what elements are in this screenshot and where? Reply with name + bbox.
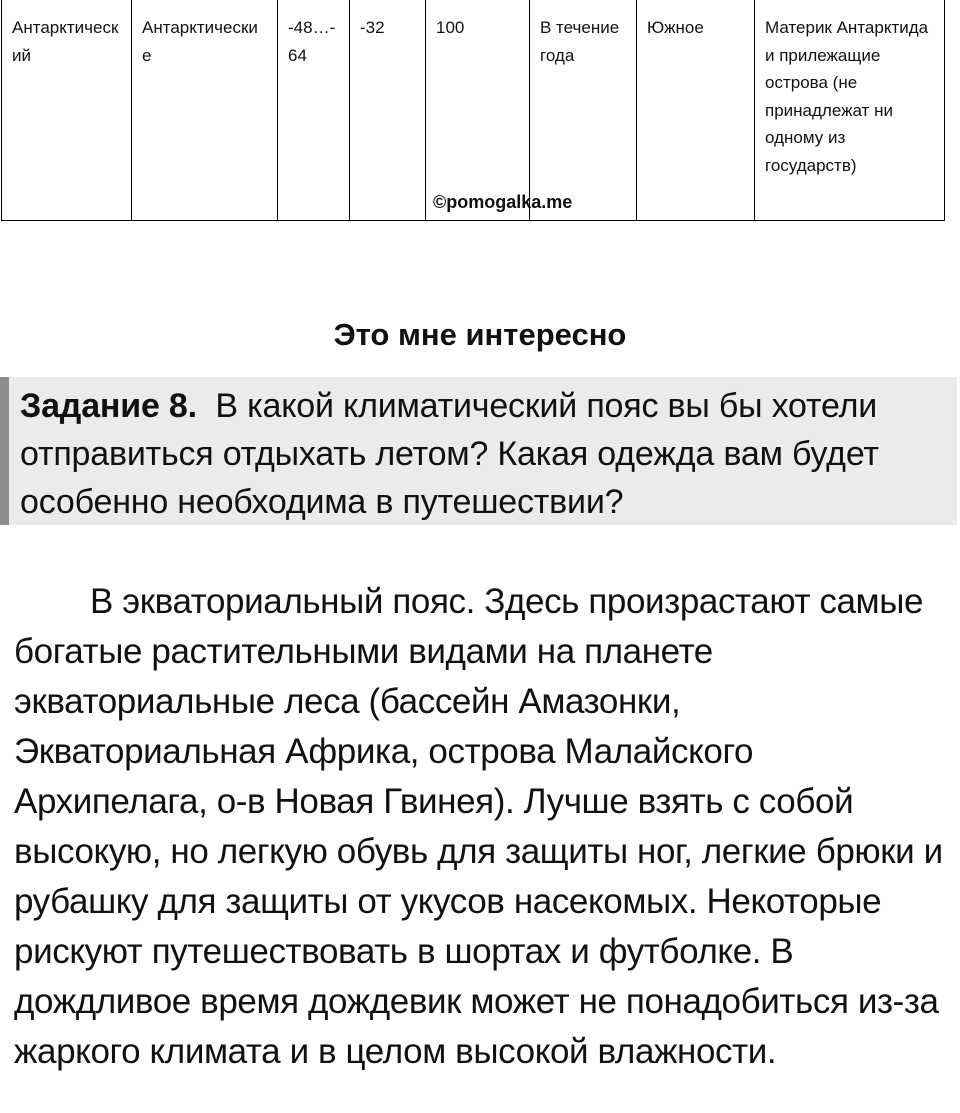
table-cell-temperature: -32 bbox=[350, 0, 426, 221]
climate-table bbox=[1, 0, 945, 221]
table-cell-air-mass: Антарктические bbox=[132, 0, 278, 221]
task-box bbox=[0, 377, 957, 525]
table-cell-precipitation: 100 bbox=[426, 0, 530, 221]
table-row bbox=[2, 0, 945, 221]
table-cell-period: В течение года bbox=[530, 0, 637, 221]
table-cell-hemisphere: Южное bbox=[637, 0, 755, 221]
section-heading: Это мне интересно bbox=[333, 317, 627, 352]
watermark: ©pomogalka.me bbox=[433, 192, 573, 212]
table-cell-temperature-range: -48…-64 bbox=[278, 0, 350, 221]
task-text: В какой климатический пояс вы бы хотели отправиться отдыхать летом? Какая одежда вам будет особенно необходима в путешествии? bbox=[20, 387, 879, 521]
table-cell-territory: Материк Антарктида и прилежащие острова (не принадлежат ни одному из государств) bbox=[755, 0, 945, 221]
task-label: Задание 8. bbox=[20, 387, 197, 425]
answer-text: В экваториальный пояс. Здесь произрастают самые богатые растительными видами на планете экваториальные леса (бассейн Амазонки, Экваториальная Африка, острова Малайского Архипелага, о-в Новая Гвинея). Лучше взять с собой высокую, но легкую обувь для защиты ног, легкие брюки и рубашку для защиты от укусов насекомых. Некоторые рискуют путешествовать в шортах и футболке. В дождливое время дождевик может не понадобиться из-за жаркого климата и в целом высокой влажности. bbox=[14, 582, 943, 1071]
table-cell-belt: Антарктический bbox=[2, 0, 132, 221]
